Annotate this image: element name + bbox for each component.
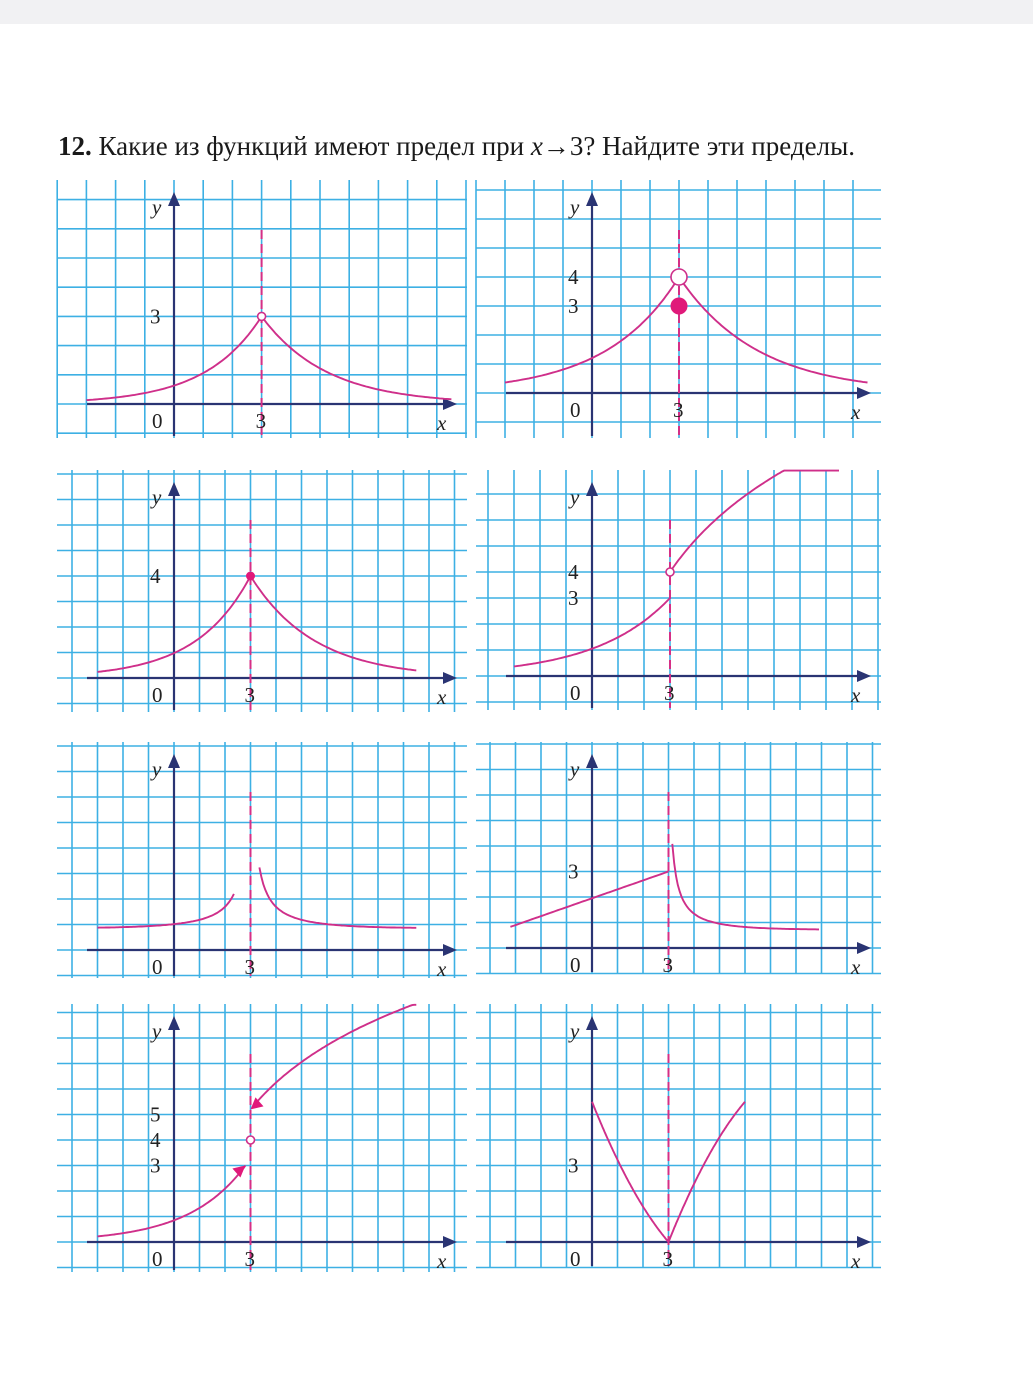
x-axis-label: x: [851, 955, 861, 979]
graph-panel-2: [476, 180, 881, 438]
open-point: [258, 312, 266, 320]
y-tick-label: 3: [568, 859, 579, 884]
y-axis-label: y: [152, 195, 162, 219]
problem-statement: [58, 131, 855, 162]
grid: [57, 742, 467, 978]
graph-panel-4: [476, 470, 881, 710]
x-tick-label: 3: [244, 955, 255, 979]
y-axis-label: y: [152, 1019, 162, 1043]
top-bar: [0, 0, 1033, 24]
curve-piece-2: [259, 867, 416, 927]
grid: [57, 470, 467, 712]
curve-piece-1: [510, 872, 668, 927]
filled-point: [247, 572, 255, 580]
y-tick-label: 3: [568, 1153, 579, 1178]
graph-panel-6: [476, 742, 881, 979]
y-axis-arrow: [586, 482, 598, 496]
y-axis-label: y: [152, 757, 162, 781]
x-tick-label: 3: [664, 681, 675, 705]
y-tick-label: 3: [568, 586, 579, 610]
grid: [476, 470, 881, 710]
y-axis-arrow: [586, 192, 598, 206]
x-tick-label: 3: [662, 1247, 673, 1271]
problem-text-after: →3? Найдите эти пределы.: [542, 131, 855, 161]
origin-label: 0: [570, 398, 581, 422]
origin-label: 0: [570, 681, 581, 705]
x-axis-label: x: [437, 957, 447, 981]
y-axis-arrow: [168, 1016, 180, 1030]
problem-number: 12.: [58, 131, 92, 161]
y-axis-label: y: [570, 195, 580, 219]
x-tick-label: 3: [673, 398, 684, 422]
x-axis-arrow: [857, 942, 871, 954]
curve-piece-1: [592, 1102, 669, 1242]
graph-panel-1: [57, 180, 467, 438]
x-axis-label: x: [437, 685, 447, 709]
curve-arrowhead: [232, 1166, 245, 1178]
curve-arrowhead: [251, 1097, 264, 1109]
origin-label: 0: [152, 1247, 163, 1271]
problem-variable: x: [530, 131, 543, 161]
x-axis-arrow: [857, 670, 871, 682]
graph-panel-3: [57, 470, 467, 712]
graph-panel-8: [476, 1004, 881, 1273]
open-point: [247, 1136, 255, 1144]
x-axis-label: x: [851, 400, 861, 424]
x-axis-arrow: [857, 387, 871, 399]
curve-piece-1: [98, 1166, 246, 1237]
x-tick-label: 3: [244, 683, 255, 707]
y-axis-label: y: [152, 485, 162, 509]
y-axis-label: y: [570, 757, 580, 781]
y-axis-arrow: [586, 1016, 598, 1030]
y-axis-arrow: [168, 482, 180, 496]
y-axis-label: y: [570, 485, 580, 509]
open-point: [666, 568, 674, 576]
x-axis-label: x: [851, 683, 861, 707]
y-axis-label: y: [570, 1019, 580, 1043]
y-tick-label: 4: [150, 564, 161, 588]
origin-label: 0: [152, 683, 163, 707]
x-axis-label: x: [437, 1249, 447, 1273]
y-tick-label: 3: [568, 294, 579, 318]
filled-point: [671, 298, 687, 314]
x-tick-label: 3: [662, 953, 673, 977]
curve-piece-2: [253, 1005, 416, 1107]
origin-label: 0: [570, 953, 581, 977]
x-axis-label: x: [851, 1249, 861, 1273]
y-tick-label: 4: [568, 265, 579, 289]
y-axis-arrow: [586, 754, 598, 768]
grid: [57, 1004, 467, 1272]
y-tick-label: 3: [150, 1153, 161, 1178]
y-tick-label: 3: [150, 304, 161, 329]
x-axis-label: x: [437, 411, 447, 435]
origin-label: 0: [152, 409, 163, 433]
graph-panel-5: [57, 742, 467, 981]
x-tick-label: 3: [244, 1247, 255, 1271]
open-point: [671, 269, 687, 285]
origin-label: 0: [570, 1247, 581, 1271]
y-axis-arrow: [168, 754, 180, 768]
y-tick-label: 4: [568, 560, 579, 584]
curve-piece-2: [669, 1102, 746, 1242]
graph-panel-7: [57, 1004, 467, 1272]
grid: [476, 742, 881, 974]
y-tick-label: 5: [150, 1102, 161, 1127]
x-tick-label: 3: [255, 409, 267, 433]
problem-text-before: Какие из функций имеют предел при: [98, 131, 531, 161]
origin-label: 0: [152, 955, 163, 979]
y-tick-label: 4: [150, 1128, 161, 1152]
x-axis-arrow: [857, 1236, 871, 1248]
grid: [476, 1004, 881, 1268]
